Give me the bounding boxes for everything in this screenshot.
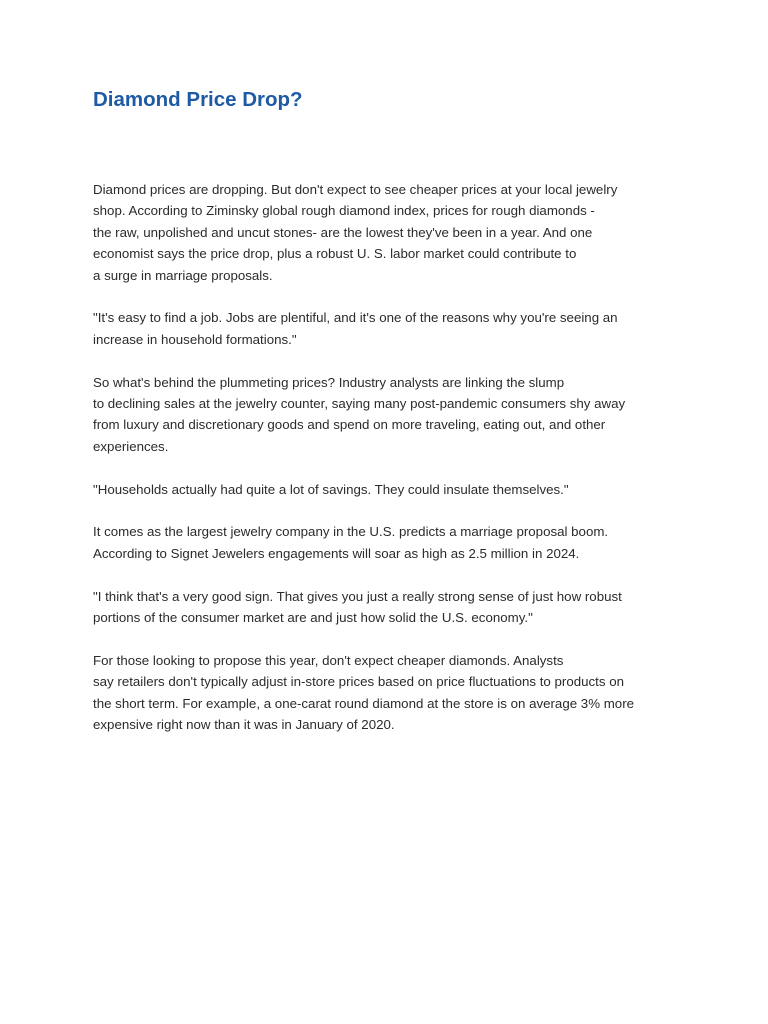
paragraph-line: Diamond prices are dropping. But don't expect to see cheaper prices at your local jewelry — [93, 182, 618, 197]
paragraph — [93, 586, 683, 629]
paragraph-line: a surge in marriage proposals. — [93, 267, 273, 283]
paragraph-line: "I think that's a very good sign. That gives you just a really strong sense of just how robust — [93, 588, 622, 604]
paragraph-line: portions of the consumer market are and just how solid the U.S. economy." — [93, 610, 533, 626]
paragraph — [93, 650, 683, 736]
paragraph-line: economist says the price drop, plus a robust U. S. labor market could contribute to — [93, 246, 577, 262]
paragraph-line: It comes as the largest jewelry company in the U.S. predicts a marriage proposal boom. — [93, 524, 609, 540]
document-title: Diamond Price Drop? — [93, 88, 303, 111]
paragraph-line: to declining sales at the jewelry counter, saying many post-pandemic consumers shy away — [93, 396, 626, 412]
paragraph-line: shop. According to Ziminsky global rough diamond index, prices for rough diamonds - — [93, 203, 595, 219]
paragraph-line: the raw, unpolished and uncut stones- are the lowest they've been in a year. And one — [93, 224, 593, 240]
paragraph — [93, 307, 683, 350]
paragraph-line: say retailers don't typically adjust in-store prices based on price fluctuations to products on — [93, 674, 624, 690]
paragraph-line: "Households actually had quite a lot of savings. They could insulate themselves." — [93, 481, 569, 497]
paragraph — [93, 372, 683, 458]
paragraph — [93, 179, 683, 286]
paragraph — [93, 479, 683, 500]
paragraph-line: For those looking to propose this year, don't expect cheaper diamonds. Analysts — [93, 652, 564, 668]
paragraph-line: According to Signet Jewelers engagements will soar as high as 2.5 million in 2024. — [93, 545, 580, 561]
paragraph-line: expensive right now than it was in January of 2020. — [93, 717, 395, 733]
document-body — [93, 179, 683, 757]
paragraph — [93, 521, 683, 564]
paragraph-line: the short term. For example, a one-carat round diamond at the store is on average 3% more — [93, 695, 635, 711]
paragraph-line: experiences. — [93, 438, 169, 454]
paragraph-line: from luxury and discretionary goods and spend on more traveling, eating out, and other — [93, 417, 606, 433]
paragraph-line: "It's easy to find a job. Jobs are plentiful, and it's one of the reasons why you're seeing an — [93, 310, 618, 326]
paragraph-line: So what's behind the plummeting prices? Industry analysts are linking the slump — [93, 374, 565, 390]
paragraph-line: increase in household formations." — [93, 331, 297, 347]
